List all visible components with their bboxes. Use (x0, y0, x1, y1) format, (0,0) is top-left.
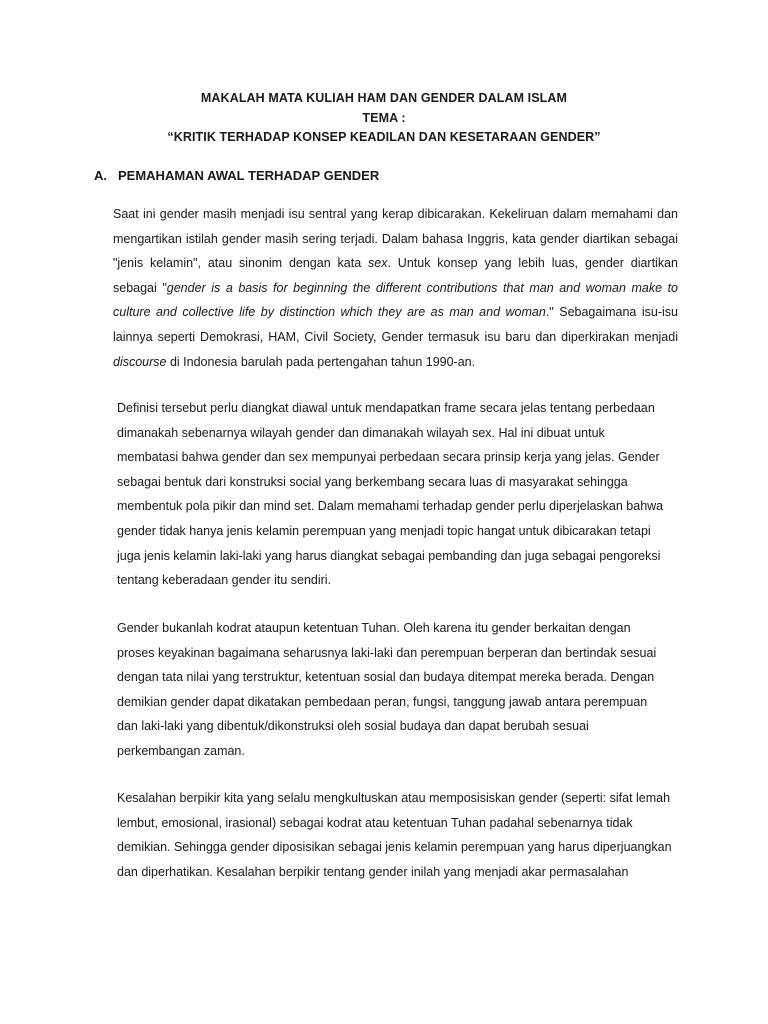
section-heading (94, 168, 379, 183)
paragraph-line: demikian gender dapat dikatakan pembedaan peran, fungsi, tanggung jawab antara perempuan (117, 694, 648, 709)
italic-quote: gender is a basis for beginning the different contributions that man and woman make to (166, 280, 679, 295)
paragraph-line: gender tidak hanya jenis kelamin perempuan yang menjadi topic hangat untuk dibicarakan tetapi (117, 523, 651, 538)
paragraph-line: perkembangan zaman. (117, 743, 245, 758)
text-run: di Indonesia barulah pada pertengahan tahun 1990-an. (166, 354, 476, 369)
paragraph-line: Gender bukanlah kodrat ataupun ketentuan Tuhan. Oleh karena itu gender berkaitan dengan (117, 621, 631, 635)
paragraph-line: dengan tata nilai yang terstruktur, ketentuan sosial dan budaya ditempat mereka berada. Dengan (117, 670, 655, 685)
section-title: PEMAHAMAN AWAL TERHADAP GENDER (118, 168, 380, 183)
paragraph-line: proses keyakinan bagaimana seharusnya laki-laki dan perempuan berperan dan bertindak sesuai (117, 645, 657, 660)
text-run: sebagai " (113, 280, 167, 295)
italic-term-discourse: discourse (113, 354, 167, 369)
paragraph-line: sebagai bentuk dari konstruksi social yang berkembang secara luas di masyarakat sehingga (117, 474, 628, 489)
section-number: A. (94, 168, 107, 183)
paragraph-line (113, 350, 678, 375)
paragraph-line (113, 276, 678, 301)
paragraph-line: lainnya seperti Demokrasi, HAM, Civil Society, Gender termasuk isu baru dan diperkirakan menjadi (113, 329, 678, 344)
paragraph-4 (117, 786, 687, 884)
paragraph-line: dan diperhatikan. Kesalahan berpikir tentang gender inilah yang menjadi akar permasalahan (117, 864, 629, 879)
paragraph-line: tentang keberadaan gender itu sendiri. (117, 573, 332, 588)
paragraph-1 (113, 202, 678, 374)
paragraph-line: lembut, emosional, irasional) sebagai kodrat atau ketentuan Tuhan padahal sebenarnya tidak (117, 815, 633, 830)
italic-term-sex: sex (368, 256, 388, 271)
paragraph-2 (117, 396, 687, 593)
paragraph-line: juga jenis kelamin laki-laki yang harus diangkat sebagai pembanding dan juga sebagai pengoreksi (117, 548, 661, 563)
paragraph-line: membentuk pola pikir dan mind set. Dalam memahami terhadap gender perlu diperjelaskan bahwa (117, 499, 664, 514)
paragraph-line (113, 251, 678, 276)
theme-title: “KRITIK TERHADAP KONSEP KEADILAN DAN KESETARAAN GENDER” (167, 130, 601, 144)
paragraph-line: demikian. Sehingga gender diposisikan sebagai jenis kelamin perempuan yang harus diperjuangkan (117, 840, 672, 855)
text-run: "jenis kelamin", atau sinonim dengan kata (113, 256, 369, 271)
theme-label: TEMA : (362, 111, 406, 125)
paragraph-line: Kesalahan berpikir kita yang selalu mengkultuskan atau memposisiskan gender (seperti: sifat lemah (117, 791, 671, 805)
paragraph-line (113, 300, 678, 325)
text-run: . Untuk konsep yang lebih luas, gender diartikan (387, 256, 678, 271)
paragraph-line: dan laki-laki yang dibentuk/dikonstruksi oleh sosial budaya dan dapat berubah sesuai (117, 719, 589, 734)
italic-quote: culture and collective life by distinction which they are as man and woman (113, 305, 546, 320)
paragraph-line: dimanakah sebenarnya wilayah gender dan dimanakah wilayah sex. Hal ini dibuat untuk (117, 425, 605, 440)
paragraph-line: Saat ini gender masih menjadi isu sentral yang kerap dibicarakan. Kekeliruan dalam memahami dan (113, 207, 678, 221)
paragraph-3 (117, 616, 687, 764)
document-title: MAKALAH MATA KULIAH HAM DAN GENDER DALAM ISLAM (200, 91, 568, 105)
paragraph-line: mengartikan istilah gender masih sering terjadi. Dalam bahasa Inggris, kata gender diartikan sebagai (113, 231, 678, 246)
paragraph-line: Definisi tersebut perlu diangkat diawal untuk mendapatkan frame secara jelas tentang perbedaan (117, 401, 655, 415)
text-run: ." Sebagaimana isu-isu (545, 305, 678, 320)
paragraph-line: membatasi bahwa gender dan sex mempunyai perbedaan secara prinsip kerja yang jelas. Gender (117, 450, 660, 465)
